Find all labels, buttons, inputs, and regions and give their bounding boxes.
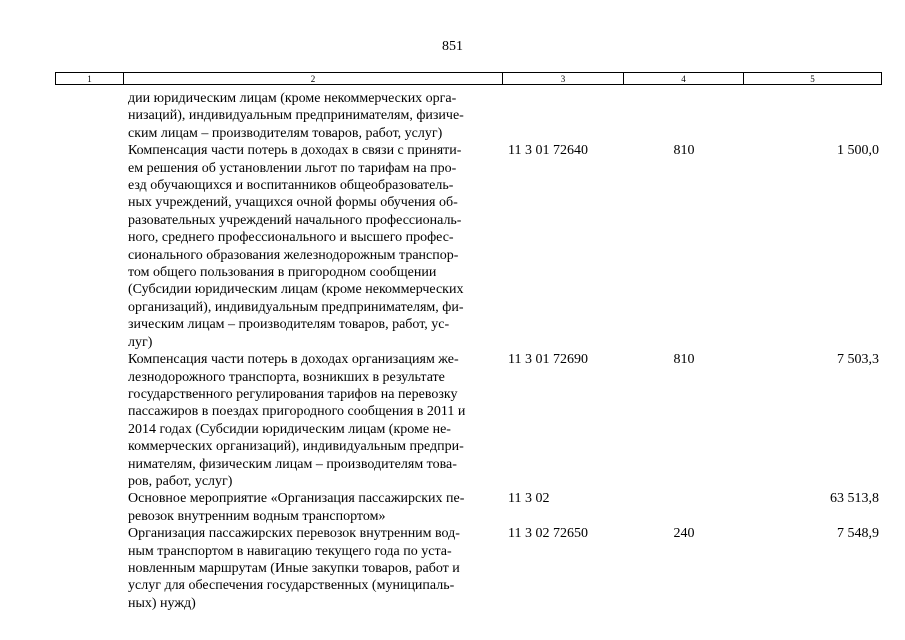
column-number-1: 1 (56, 73, 124, 85)
expense-name-line: государственного регулирования тарифов на перевозку (128, 386, 458, 402)
expense-name-line: зическим лицам – производителям товаров, работ, ус- (128, 317, 450, 333)
column-number-row (56, 73, 882, 85)
table-row (55, 490, 881, 525)
expense-name (128, 351, 497, 490)
column-number-header (55, 72, 882, 85)
expense-name-line: том общего пользования в пригородном сообщении (128, 265, 437, 281)
page-number: 851 (442, 39, 463, 54)
column-number-2: 2 (124, 73, 503, 85)
expense-name-line: ных) нужд) (128, 595, 196, 611)
expense-name-line: ров, работ, услуг) (128, 473, 233, 489)
expense-name-line: нимателям, физическим лицам – производителям това- (128, 456, 457, 472)
expense-name-line: ревозок внутренним водным транспортом» (128, 508, 386, 524)
target-article-code: 11 3 01 72640 (508, 143, 588, 159)
expense-name-line: ным транспортом в навигацию текущего года по уста- (128, 543, 452, 559)
expense-name-line: Компенсация части потерь в доходах организациям же- (128, 352, 459, 368)
column-number-5: 5 (744, 73, 882, 85)
expense-name-line: Основное мероприятие «Организация пассажирских пе- (128, 491, 465, 507)
expense-name-line: лезнодорожного транспорта, возникших в результате (128, 369, 445, 385)
expense-name-line: низаций), индивидуальным предпринимателям, физиче- (128, 108, 464, 124)
expense-name (128, 142, 497, 351)
expense-name-line: новленным маршрутам (Иные закупки товаров, работ и (128, 560, 460, 576)
table-row (55, 90, 881, 142)
expense-name-line: ским лицам – производителям товаров, работ, услуг) (128, 125, 443, 141)
expense-name-line: 2014 годах (Субсидии юридическим лицам (кроме не- (128, 421, 451, 437)
column-number-4: 4 (624, 73, 744, 85)
expense-name-line: дии юридическим лицам (кроме некоммерческих орга- (128, 91, 457, 106)
target-article-code: 11 3 01 72690 (508, 352, 588, 368)
expense-name-line: ем решения об установлении льгот по тарифам на про- (128, 160, 457, 176)
expense-name-line: ных учреждений, учащихся очной формы обучения об- (128, 195, 458, 211)
expense-name-line: организаций), индивидуальным предпринимателям, фи- (128, 299, 464, 315)
expense-name-line: езд обучающихся и воспитанников общеобразователь- (128, 178, 454, 194)
expense-name-line: Компенсация части потерь в доходах в связи с приняти- (128, 143, 462, 159)
budget-table-body (55, 90, 881, 612)
expense-name-line: услуг для обеспечения государственных (муниципаль- (128, 578, 455, 594)
expense-name-line: луг) (128, 334, 153, 350)
expense-name-line: (Субсидии юридическим лицам (кроме некоммерческих (128, 282, 464, 298)
expense-name-line: ного, среднего профессионального и высшего профес- (128, 230, 454, 246)
expense-name-line: коммерческих организаций), индивидуальным предпри- (128, 439, 464, 455)
expense-name-line: сионального образования железнодорожным транспор- (128, 247, 459, 263)
target-article-code: 11 3 02 (508, 491, 550, 507)
expense-name-line: разовательных учреждений начального профессиональ- (128, 212, 462, 228)
expense-type-code: 810 (673, 143, 695, 159)
amount: 63 513,8 (830, 491, 879, 507)
column-number-3: 3 (503, 73, 624, 85)
table-row (55, 142, 881, 351)
table-row (55, 351, 881, 490)
table-row (55, 525, 881, 612)
expense-name (128, 525, 497, 612)
expense-type-code: 810 (673, 352, 695, 368)
expense-name-line: пассажиров в поездах пригородного сообщения в 2011 и (128, 404, 466, 420)
expense-name (128, 90, 497, 142)
amount: 1 500,0 (837, 143, 879, 159)
amount: 7 548,9 (837, 526, 879, 542)
expense-type-code: 240 (673, 526, 695, 542)
amount: 7 503,3 (837, 352, 879, 368)
expense-name-line: Организация пассажирских перевозок внутренним вод- (128, 526, 460, 542)
expense-name (128, 490, 497, 525)
target-article-code: 11 3 02 72650 (508, 526, 588, 542)
